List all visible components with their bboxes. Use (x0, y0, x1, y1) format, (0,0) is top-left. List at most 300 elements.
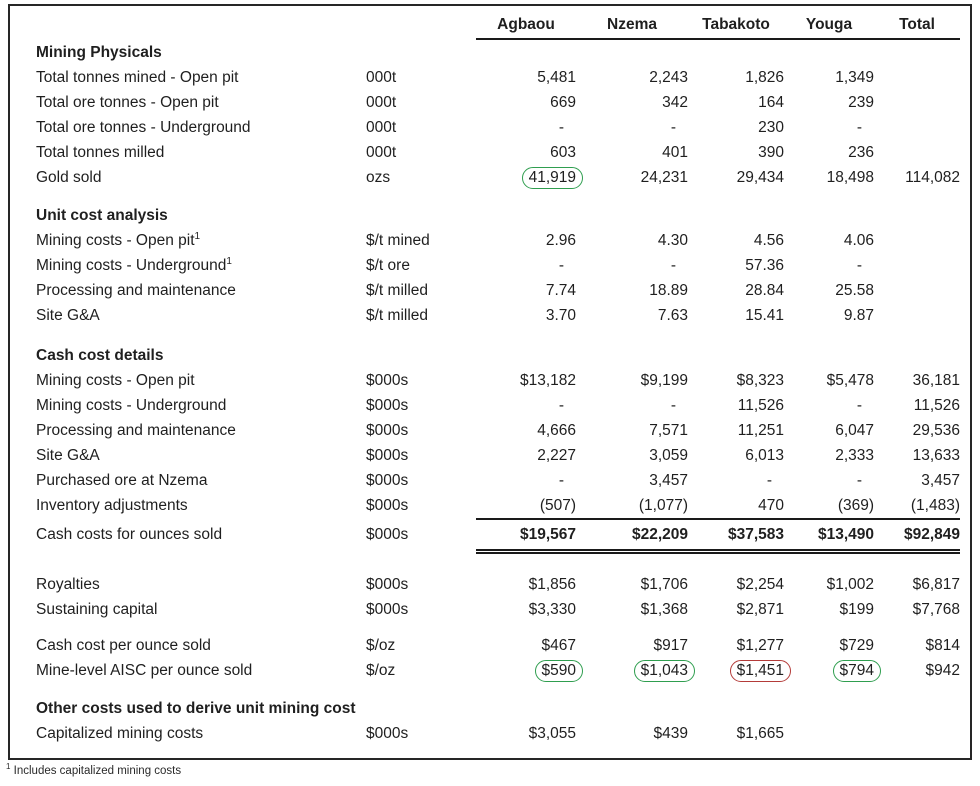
cell-text: $439 (653, 725, 688, 742)
table-row (36, 493, 960, 518)
cell-text: $5,478 (826, 372, 874, 389)
row-label (36, 303, 366, 328)
cell-text: $814 (925, 637, 960, 654)
cell-value (874, 658, 960, 683)
row-label (36, 597, 366, 622)
cell-text: $1,665 (736, 725, 784, 742)
cell-value (476, 393, 576, 418)
section-title: Unit cost analysis (36, 207, 168, 224)
cell-text: 3,457 (921, 472, 960, 489)
highlight-oval: $1,451 (730, 660, 791, 682)
cell-value (476, 303, 576, 328)
row-label (36, 443, 366, 468)
cell-value (688, 115, 784, 140)
cell-text: - (558, 472, 564, 489)
cell-text: $19,567 (519, 526, 576, 543)
row-unit: $/oz (366, 637, 396, 654)
cell-value (576, 368, 688, 393)
cell-value (688, 721, 784, 746)
cell-text: 36,181 (912, 372, 960, 389)
column-header-nzema: Nzema (576, 14, 688, 40)
row-label-text: Total ore tonnes - Open pit (36, 94, 219, 111)
cell-value (784, 468, 874, 493)
row-label-text: Gold sold (36, 169, 102, 186)
cell-value (476, 368, 576, 393)
cell-text: 2,227 (537, 447, 576, 464)
cell-text: 7.63 (657, 307, 688, 324)
cell-value (576, 115, 688, 140)
cell-text: 7.74 (545, 282, 576, 299)
cell-value (784, 115, 874, 140)
table-row (36, 65, 960, 90)
table-row (36, 597, 960, 622)
row-label-text: Total ore tonnes - Underground (36, 119, 251, 136)
table-section (36, 40, 960, 190)
cell-value (476, 253, 576, 278)
cell-value (576, 443, 688, 468)
cell-text: $2,254 (736, 576, 784, 593)
table-row (36, 468, 960, 493)
row-label (36, 278, 366, 303)
row-unit: $/t milled (366, 307, 429, 324)
table-row (36, 518, 960, 549)
highlight-oval: 41,919 (522, 167, 583, 189)
cell-value (476, 468, 576, 493)
cell-value (476, 90, 576, 115)
column-header-tabakoto: Tabakoto (688, 14, 784, 40)
row-label-text: Purchased ore at Nzema (36, 472, 208, 489)
cell-text: 1,349 (835, 69, 874, 86)
cell-text: 18,498 (826, 169, 874, 186)
cell-value (476, 443, 576, 468)
cell-text: 4.56 (753, 232, 784, 249)
cell-text: 3.70 (545, 307, 576, 324)
cell-value (874, 597, 960, 622)
cell-value (874, 633, 960, 658)
cell-text: 24,231 (640, 169, 688, 186)
row-label (36, 115, 366, 140)
row-label-text: Site G&A (36, 307, 100, 324)
row-label (36, 90, 366, 115)
cell-text: 230 (758, 119, 784, 136)
row-label-text: Processing and maintenance (36, 422, 236, 439)
cell-text: 2,333 (835, 447, 874, 464)
table-section (36, 203, 960, 328)
cell-value (874, 468, 960, 493)
cell-text: $1,706 (640, 576, 688, 593)
section-title: Mining Physicals (36, 44, 162, 61)
row-label (36, 228, 366, 253)
cell-text: 4,666 (537, 422, 576, 439)
cell-value (476, 278, 576, 303)
cell-text: - (856, 472, 862, 489)
cell-value (784, 633, 874, 658)
table-row (36, 572, 960, 597)
row-label (36, 65, 366, 90)
cell-text: 29,536 (912, 422, 960, 439)
footnote-text: Includes capitalized mining costs (10, 765, 182, 777)
cell-value (784, 65, 874, 90)
cell-value (688, 303, 784, 328)
footnote-marker: 1 (194, 230, 201, 242)
cell-text: (369) (837, 497, 874, 514)
table-row (36, 303, 960, 328)
cell-value (688, 468, 784, 493)
cell-text: 669 (550, 94, 576, 111)
row-label-text: Mining costs - Underground (36, 257, 227, 274)
cell-value (688, 518, 784, 554)
cell-text: $2,871 (736, 601, 784, 618)
row-label (36, 493, 366, 518)
cell-text: - (856, 119, 862, 136)
cell-value (576, 518, 688, 554)
cell-text: 4.30 (657, 232, 688, 249)
cost-report-table (8, 4, 972, 760)
cell-text: (507) (539, 497, 576, 514)
footnote-marker: 1 (226, 255, 232, 267)
highlight-oval: $1,043 (634, 660, 695, 682)
cell-value (476, 658, 576, 683)
cell-value (476, 597, 576, 622)
cell-text: $8,323 (736, 372, 784, 389)
row-unit: $000s (366, 422, 409, 439)
cell-text: 236 (848, 144, 874, 161)
cell-value (476, 518, 576, 554)
row-unit: 000t (366, 69, 397, 86)
footnote-marker: 1 (6, 762, 11, 772)
cell-text: 5,481 (537, 69, 576, 86)
cell-value (784, 165, 874, 190)
cell-value (874, 572, 960, 597)
cell-value (688, 597, 784, 622)
table-body (36, 40, 960, 746)
cell-text: $3,055 (528, 725, 576, 742)
cell-text: $942 (925, 662, 960, 679)
cell-text: $6,817 (912, 576, 960, 593)
cell-text: 15.41 (745, 307, 784, 324)
row-unit: 000t (366, 119, 397, 136)
cell-value (874, 493, 960, 518)
cell-text: $1,002 (826, 576, 874, 593)
cell-value (874, 368, 960, 393)
cell-text: $467 (541, 637, 576, 654)
cell-value (688, 278, 784, 303)
row-unit: $/t ore (366, 257, 410, 274)
cell-value (688, 228, 784, 253)
cell-text: 390 (758, 144, 784, 161)
row-label (36, 721, 366, 746)
cell-value (784, 278, 874, 303)
cell-text: 401 (662, 144, 688, 161)
row-label-text: Site G&A (36, 447, 100, 464)
row-label (36, 418, 366, 443)
row-label-text: Mine-level AISC per ounce sold (36, 662, 253, 679)
cell-value (476, 140, 576, 165)
section-title-row (36, 343, 960, 368)
cell-value (576, 253, 688, 278)
cell-value (688, 493, 784, 518)
cell-value (784, 493, 874, 518)
cell-value (688, 90, 784, 115)
cell-text: 11,526 (913, 397, 960, 414)
row-unit: $000s (366, 472, 409, 489)
cell-text: 342 (662, 94, 688, 111)
cell-value (576, 572, 688, 597)
row-unit: 000t (366, 94, 397, 111)
cell-text: 3,457 (649, 472, 688, 489)
cell-text: $92,849 (903, 526, 960, 543)
cell-value (476, 418, 576, 443)
row-label (36, 658, 366, 683)
cell-text: $7,768 (912, 601, 960, 618)
cell-text: $729 (839, 637, 874, 654)
row-label-text: Total tonnes mined - Open pit (36, 69, 239, 86)
section-title: Other costs used to derive unit mining cost (36, 700, 356, 717)
cell-text: 6,047 (835, 422, 874, 439)
cell-value (476, 228, 576, 253)
cell-text: - (558, 397, 564, 414)
table-row (36, 165, 960, 190)
cell-value (688, 393, 784, 418)
cell-value (576, 493, 688, 518)
row-unit: $000s (366, 372, 409, 389)
cell-value (576, 140, 688, 165)
cell-text: $9,199 (640, 372, 688, 389)
cell-text: $1,277 (736, 637, 784, 654)
section-title-row (36, 203, 960, 228)
row-unit: $000s (366, 497, 409, 514)
cell-text: 29,434 (736, 169, 784, 186)
cell-value (688, 65, 784, 90)
cell-value (688, 253, 784, 278)
cell-text: 3,059 (649, 447, 688, 464)
cell-text: $13,182 (519, 372, 576, 389)
column-header-agbaou: Agbaou (476, 14, 576, 40)
cell-value (576, 228, 688, 253)
row-label (36, 140, 366, 165)
cell-text: 114,082 (905, 169, 960, 186)
row-label-text: Mining costs - Open pit (36, 232, 195, 249)
cell-text: (1,483) (910, 497, 960, 514)
cell-value (576, 303, 688, 328)
cell-text: - (558, 257, 564, 274)
cell-text: 11,251 (737, 422, 784, 439)
cell-value (576, 418, 688, 443)
column-header-row (36, 14, 960, 38)
table-row (36, 721, 960, 746)
cell-value (688, 165, 784, 190)
table-row (36, 368, 960, 393)
row-label-text: Inventory adjustments (36, 497, 188, 514)
cell-value (576, 65, 688, 90)
table-section (36, 633, 960, 683)
table-row (36, 443, 960, 468)
column-header-total: Total (874, 14, 960, 40)
cell-value (688, 368, 784, 393)
cell-value (784, 368, 874, 393)
cell-text: 18.89 (649, 282, 688, 299)
cell-text: 470 (758, 497, 784, 514)
cell-text: $199 (839, 601, 874, 618)
cell-value (784, 393, 874, 418)
cell-value (688, 140, 784, 165)
row-label (36, 165, 366, 190)
section-title-row (36, 696, 960, 721)
cell-value (784, 303, 874, 328)
table-row (36, 393, 960, 418)
row-label-text: Cash costs for ounces sold (36, 526, 223, 543)
cell-text: - (670, 119, 676, 136)
row-unit: $/t mined (366, 232, 430, 249)
cell-value (476, 721, 576, 746)
row-label-text: Mining costs - Open pit (36, 372, 195, 389)
row-unit: 000t (366, 144, 397, 161)
row-label-text: Sustaining capital (36, 601, 158, 618)
row-label-text: Royalties (36, 576, 100, 593)
cell-value (476, 65, 576, 90)
cell-text: 28.84 (745, 282, 784, 299)
cell-text: $22,209 (631, 526, 688, 543)
row-unit: $000s (366, 526, 409, 543)
table-row (36, 228, 960, 253)
table-row (36, 418, 960, 443)
row-label (36, 393, 366, 418)
cell-value (874, 418, 960, 443)
cell-value (784, 597, 874, 622)
cell-text: 7,571 (649, 422, 688, 439)
cell-text: 603 (550, 144, 576, 161)
cell-value (476, 165, 576, 190)
cell-text: $1,368 (640, 601, 688, 618)
cell-text: $13,490 (817, 526, 874, 543)
cell-text: - (670, 257, 676, 274)
row-label (36, 368, 366, 393)
cell-text: 2.96 (545, 232, 576, 249)
table-row (36, 115, 960, 140)
cell-value (476, 633, 576, 658)
table-row (36, 140, 960, 165)
cell-text: 9.87 (843, 307, 874, 324)
cell-text: 239 (848, 94, 874, 111)
table-section (36, 343, 960, 549)
cell-text: 1,826 (745, 69, 784, 86)
cell-value (688, 572, 784, 597)
cell-value (784, 140, 874, 165)
row-label-text: Capitalized mining costs (36, 725, 204, 742)
cell-value (576, 597, 688, 622)
cell-value (476, 493, 576, 518)
row-label (36, 468, 366, 493)
cell-value (874, 393, 960, 418)
cell-text: $1,856 (528, 576, 576, 593)
row-label-text: Processing and maintenance (36, 282, 236, 299)
cell-value (874, 518, 960, 554)
cell-value (784, 418, 874, 443)
cell-text: $37,583 (727, 526, 784, 543)
cell-value (874, 443, 960, 468)
cell-value (688, 443, 784, 468)
cell-value (784, 253, 874, 278)
cell-text: $917 (653, 637, 688, 654)
cell-value (784, 518, 874, 554)
cell-value (576, 165, 688, 190)
table-row (36, 278, 960, 303)
cell-text: 164 (758, 94, 784, 111)
row-unit: $000s (366, 397, 409, 414)
row-unit: ozs (366, 169, 391, 186)
table-row (36, 633, 960, 658)
cell-value (874, 165, 960, 190)
cell-text: 2,243 (649, 69, 688, 86)
cell-value (576, 721, 688, 746)
cell-value (784, 228, 874, 253)
cell-text: 13,633 (912, 447, 960, 464)
table-section (36, 696, 960, 746)
row-label (36, 572, 366, 597)
cell-value (688, 658, 784, 683)
cell-text: - (670, 397, 676, 414)
cell-value (476, 115, 576, 140)
column-header-youga: Youga (784, 14, 874, 40)
cell-text: - (856, 257, 862, 274)
section-title: Cash cost details (36, 347, 164, 364)
table-section (36, 572, 960, 622)
cell-value (688, 418, 784, 443)
cell-value (688, 633, 784, 658)
highlight-oval: $794 (833, 660, 881, 682)
row-unit: $/t milled (366, 282, 429, 299)
highlight-oval: $590 (535, 660, 583, 682)
cell-value (576, 633, 688, 658)
cell-value (576, 393, 688, 418)
footnote (6, 762, 182, 777)
cell-value (576, 278, 688, 303)
row-unit: $000s (366, 447, 409, 464)
cell-text: 11,526 (737, 397, 784, 414)
section-title-row (36, 40, 960, 65)
cell-text: 6,013 (745, 447, 784, 464)
cell-value (784, 572, 874, 597)
cell-text: $3,330 (528, 601, 576, 618)
cell-text: 57.36 (745, 257, 784, 274)
cell-value (784, 90, 874, 115)
table-row (36, 253, 960, 278)
row-unit: $000s (366, 725, 409, 742)
row-label-text: Cash cost per ounce sold (36, 637, 211, 654)
row-label (36, 253, 366, 278)
cell-text: 25.58 (835, 282, 874, 299)
table-row (36, 658, 960, 683)
table-row (36, 90, 960, 115)
cell-value (476, 572, 576, 597)
cell-value (784, 443, 874, 468)
row-label-text: Total tonnes milled (36, 144, 165, 161)
cell-text: 4.06 (843, 232, 874, 249)
cell-text: - (766, 472, 772, 489)
row-label-text: Mining costs - Underground (36, 397, 227, 414)
row-label (36, 520, 366, 549)
row-label (36, 633, 366, 658)
cell-text: - (856, 397, 862, 414)
cell-text: - (558, 119, 564, 136)
cell-value (576, 90, 688, 115)
cell-value (576, 468, 688, 493)
row-unit: $000s (366, 576, 409, 593)
cell-value (784, 658, 874, 683)
row-unit: $/oz (366, 662, 396, 679)
row-unit: $000s (366, 601, 409, 618)
cell-value (576, 658, 688, 683)
